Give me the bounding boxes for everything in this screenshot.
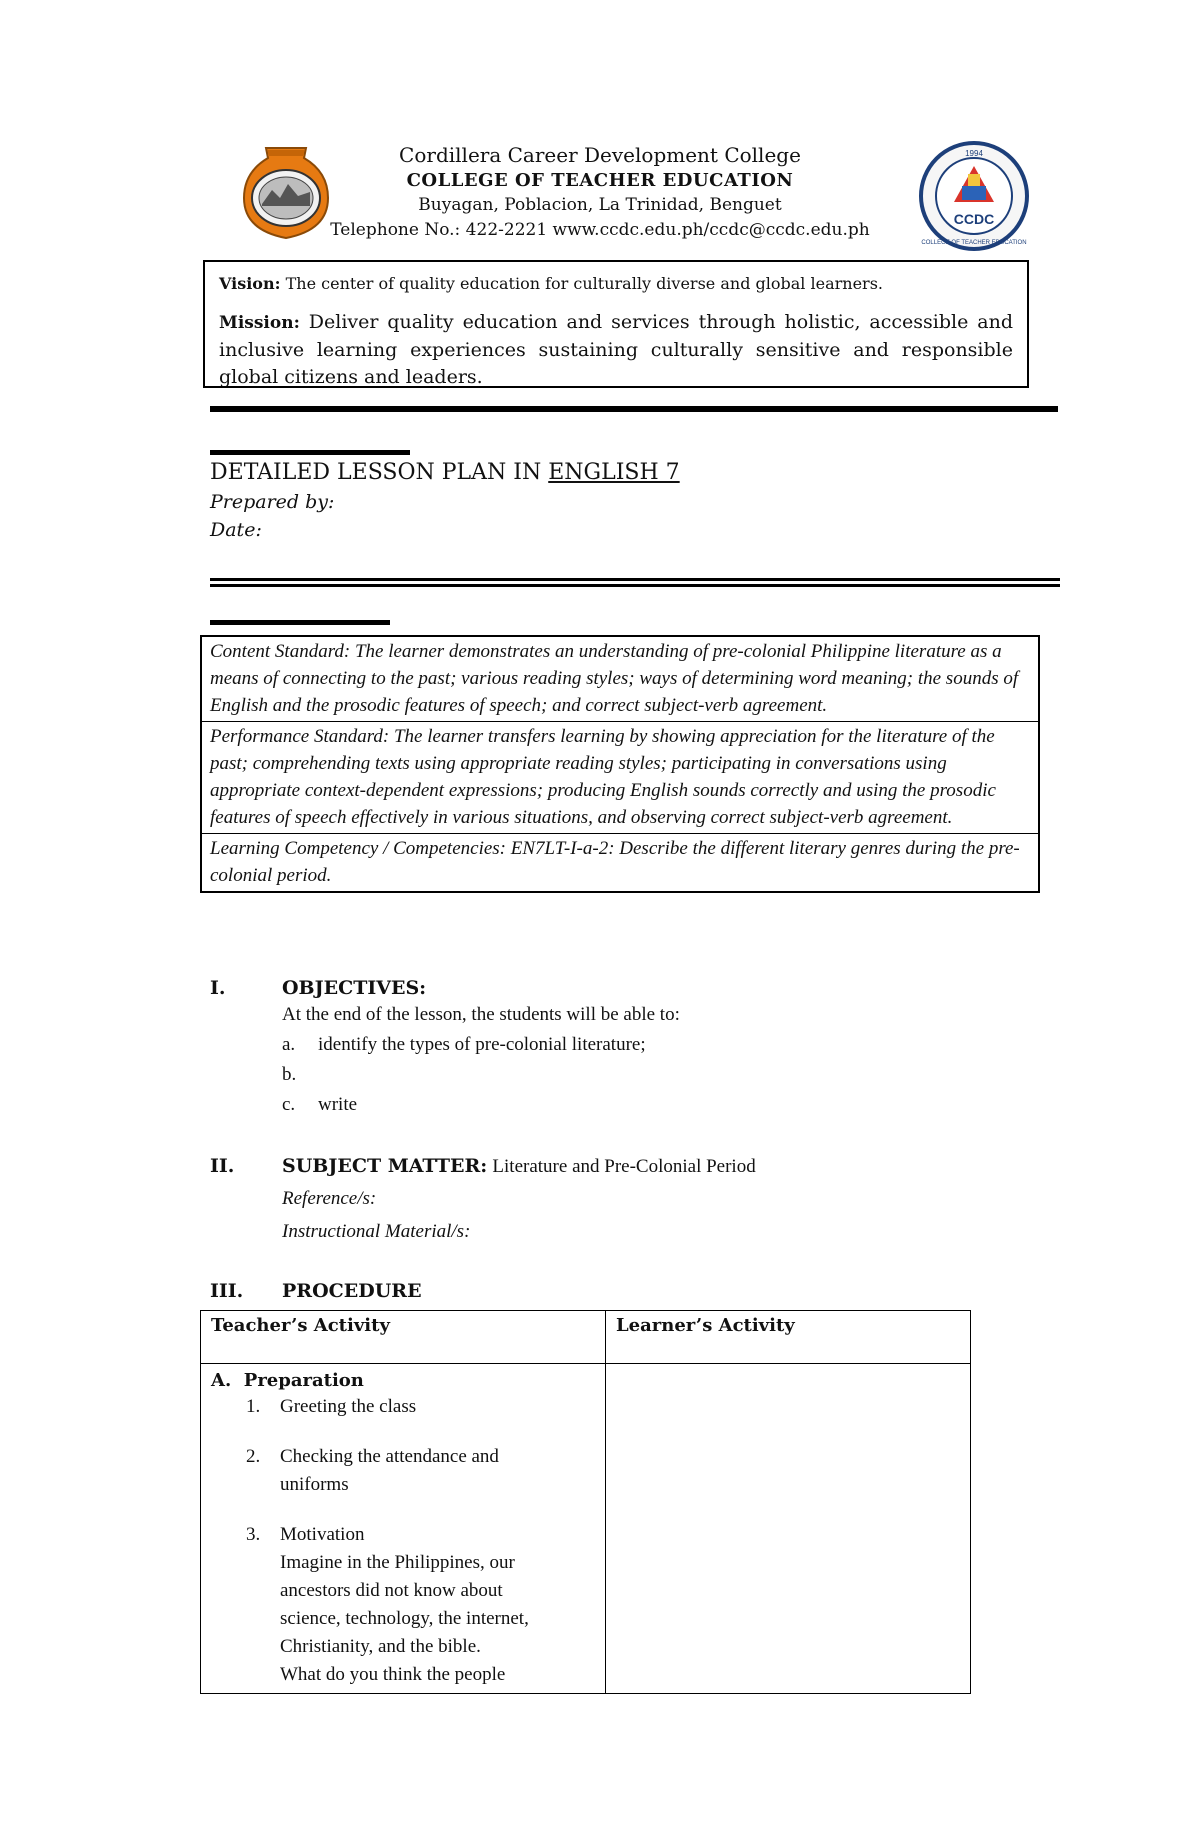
procedure-step <box>246 1443 595 1499</box>
objective-text: write <box>318 1094 358 1115</box>
header-divider <box>210 406 1058 412</box>
objective-item <box>282 1094 646 1124</box>
step-line: Christianity, and the bible. <box>280 1636 481 1657</box>
step-text <box>280 1443 595 1499</box>
subject-matter-topic: Literature and Pre-Colonial Period <box>492 1156 756 1177</box>
objective-text: identify the types of pre-colonial literature; <box>318 1034 646 1055</box>
step-line: ancestors did not know about <box>280 1580 503 1601</box>
step-line: uniforms <box>280 1474 349 1495</box>
logo-right-ring-text: COLLEGE OF TEACHER EDUCATION <box>921 240 1027 246</box>
objective-letter: b. <box>282 1064 297 1085</box>
cte-seal-logo-right <box>918 140 1030 252</box>
objective-item <box>282 1034 646 1064</box>
step-line: Motivation <box>280 1524 365 1545</box>
step-number: 1. <box>246 1396 261 1417</box>
vision-mission-box <box>203 260 1029 388</box>
objective-letter: c. <box>282 1094 296 1115</box>
subject-matter-heading: SUBJECT MATTER: <box>282 1155 488 1177</box>
step-number: 3. <box>246 1524 261 1545</box>
procedure-header-row <box>201 1311 971 1364</box>
step-line: Checking the attendance and <box>280 1446 499 1467</box>
vision-label: Vision: <box>219 274 281 293</box>
double-rule-bottom <box>210 584 1060 587</box>
college-contact: Telephone No.: 422-2221 www.ccdc.edu.ph/ccdc@ccdc.edu.ph <box>330 220 870 240</box>
vision-text: The center of quality education for culturally diverse and global learners. <box>285 274 883 293</box>
logo-right-acronym: CCDC <box>953 211 995 227</box>
date-label: Date: <box>210 519 262 541</box>
mission-statement <box>219 309 1013 388</box>
teacher-activity-cell <box>201 1364 606 1694</box>
section-letter: A. <box>211 1370 232 1391</box>
learner-activity-cell <box>606 1364 971 1694</box>
instructional-materials-label: Instructional Material/s: <box>282 1221 471 1242</box>
department-name: COLLEGE OF TEACHER EDUCATION <box>406 170 794 191</box>
title-prefix: DETAILED LESSON PLAN IN <box>210 460 549 485</box>
lesson-plan-title <box>210 460 680 485</box>
objectives-list <box>282 1034 646 1124</box>
section-title: Preparation <box>243 1370 364 1391</box>
subject-matter-number: II. <box>210 1155 235 1177</box>
procedure-table <box>200 1310 971 1694</box>
title-accent-bar <box>210 450 410 455</box>
college-name: Cordillera Career Development College <box>399 143 801 167</box>
procedure-heading: PROCEDURE <box>282 1280 422 1302</box>
preparation-heading <box>211 1370 595 1391</box>
references-label: Reference/s: <box>282 1188 377 1209</box>
subject-matter-line <box>282 1155 756 1178</box>
mission-text: Deliver quality education and services through holistic, accessible and inclusive learning experiences sustaining culturally sensitive and responsible global citizens and leaders. <box>219 311 1013 388</box>
content-standard: Content Standard: The learner demonstrates an understanding of pre-colonial Philippine literature as a means of connecting to the past; various reading styles; ways of determining word meaning; the sounds of English and the prosodic features of speech; and correct subject-verb agreement. <box>210 641 1019 716</box>
prepared-by-label: Prepared by: <box>210 491 335 513</box>
step-line: What do you think the people <box>280 1664 506 1685</box>
learner-activity-header: Learner’s Activity <box>606 1311 971 1364</box>
step-text <box>280 1521 595 1689</box>
objective-item <box>282 1064 646 1094</box>
step-line: science, technology, the internet, <box>280 1608 529 1629</box>
vision-statement <box>219 274 1013 293</box>
procedure-number: III. <box>210 1280 244 1302</box>
procedure-step <box>246 1393 595 1421</box>
step-text <box>280 1393 595 1421</box>
procedure-step <box>246 1521 595 1689</box>
preparation-row <box>201 1364 971 1694</box>
title-subject: ENGLISH 7 <box>548 460 680 485</box>
objective-letter: a. <box>282 1034 296 1055</box>
standards-accent-bar <box>210 620 390 625</box>
step-number: 2. <box>246 1446 261 1467</box>
objectives-intro: At the end of the lesson, the students will be able to: <box>282 1004 680 1025</box>
step-line: Imagine in the Philippines, our <box>280 1552 515 1573</box>
step-line: Greeting the class <box>280 1396 417 1417</box>
objectives-number: I. <box>210 977 226 999</box>
performance-standard: Performance Standard: The learner transfers learning by showing appreciation for the literature of the past; comprehending texts using appropriate reading styles; participating in conversations using appropriate context-dependent expressions; producing English sounds correctly and using the prosodic features of speech effectively in various situations, and observing correct subject-verb agreement. <box>202 721 1038 833</box>
double-rule-top <box>210 578 1060 581</box>
learning-competency: Learning Competency / Competencies: EN7LT-I-a-2: Describe the different literary genres during the pre-colonial period. <box>202 833 1038 891</box>
logo-right-year: 1994 <box>965 149 983 158</box>
teacher-activity-header: Teacher’s Activity <box>201 1311 606 1364</box>
standards-table <box>200 635 1040 893</box>
objectives-heading: OBJECTIVES: <box>282 977 427 999</box>
mission-label: Mission: <box>219 313 300 333</box>
college-address: Buyagan, Poblacion, La Trinidad, Benguet <box>418 195 782 215</box>
